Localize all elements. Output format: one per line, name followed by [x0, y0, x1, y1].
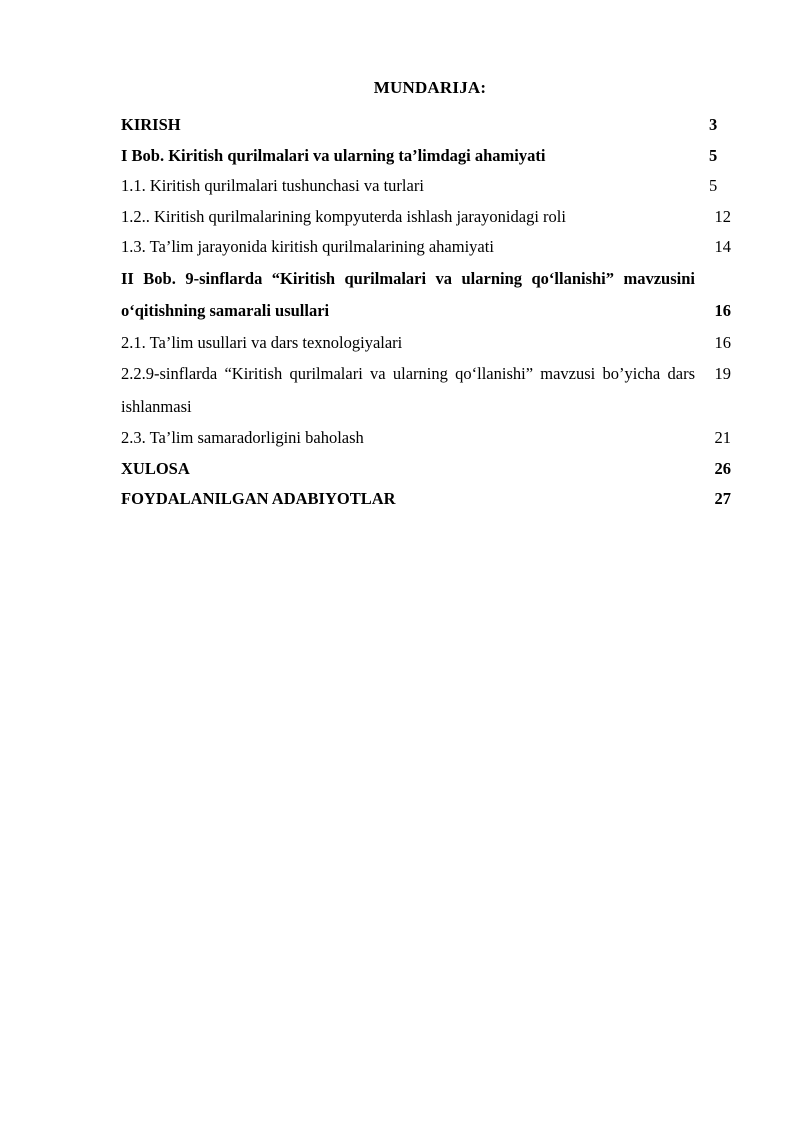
- toc-entry-chapter-2: [121, 263, 731, 328]
- toc-entry-2-3: [121, 423, 731, 454]
- toc-entry-1-3: [121, 232, 731, 263]
- toc-entry-page: 27: [714, 489, 731, 508]
- toc-entry-label: I Bob. Kiritish qurilmalari va ularning ta’limdagi ahamiyati: [121, 145, 546, 165]
- toc-entry-page: 3: [709, 115, 718, 134]
- toc-entry-page: 21: [714, 428, 731, 447]
- toc-entry-references: [121, 484, 731, 515]
- toc-entry-label: 1.1. Kiritish qurilmalari tushunchasi va turlari: [121, 176, 424, 195]
- toc-entry-page: 19: [714, 364, 731, 383]
- toc-entry-label: XULOSA: [121, 458, 190, 478]
- toc-entry-2-1: [121, 328, 731, 359]
- toc-entry-page: 26: [714, 458, 731, 478]
- toc-entry-page: 14: [714, 237, 731, 256]
- toc-entry-1-2: [121, 202, 731, 233]
- toc-entry-label: 2.1. Ta’lim usullari va dars texnologiyalari: [121, 332, 403, 352]
- toc-entry-label: 1.3. Ta’lim jarayonida kiritish qurilmalarining ahamiyati: [121, 237, 494, 256]
- toc-entry-label: KIRISH: [121, 115, 181, 134]
- toc-entry-1-1: [121, 171, 731, 202]
- toc-entry-2-2: [121, 358, 731, 423]
- toc-entry-page: 5: [709, 176, 718, 195]
- toc-entry-chapter-1: [121, 141, 731, 172]
- toc-entry-xulosa: [121, 454, 731, 485]
- toc-entry-page: 16: [714, 301, 731, 320]
- toc-title: MUNDARIJA:: [373, 78, 487, 97]
- toc-entry-label: 1.2.. Kiritish qurilmalarining kompyuterda ishlash jarayonidagi roli: [121, 206, 566, 226]
- toc-entry-kirish: [121, 110, 731, 141]
- toc-entry-page: 16: [714, 332, 731, 352]
- toc-entry-label: II Bob. 9-sinflarda “Kiritish qurilmalari va ularning qo‘llanishi” mavzusini o‘qitishning samarali usullari: [121, 268, 695, 320]
- toc-entry-label: 2.2.9-sinflarda “Kiritish qurilmalari va ularning qo‘llanishi” mavzusi bo’yicha dars ishlanmasi: [121, 364, 695, 416]
- toc-entry-label: FOYDALANILGAN ADABIYOTLAR: [121, 489, 396, 508]
- toc-entry-page: 5: [709, 145, 718, 165]
- toc-entry-label: 2.3. Ta’lim samaradorligini baholash: [121, 428, 364, 447]
- toc-entry-page: 12: [714, 206, 731, 226]
- table-of-contents: [121, 110, 731, 515]
